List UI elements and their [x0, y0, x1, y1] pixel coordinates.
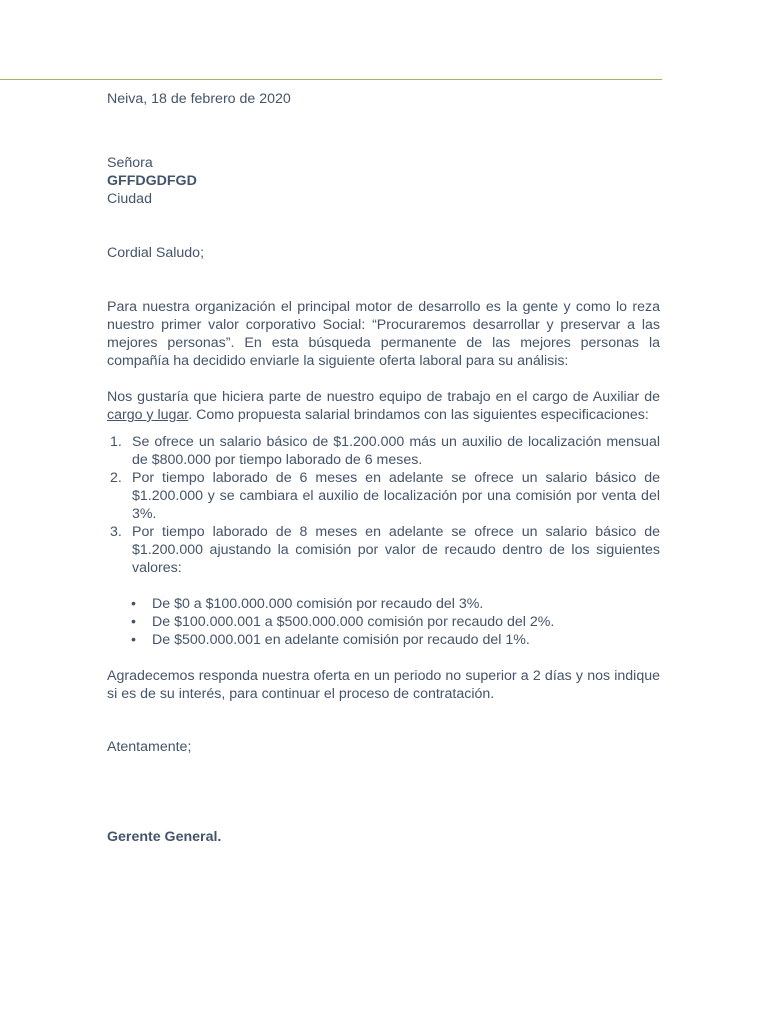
bullet-icon: • — [131, 596, 136, 612]
header-rule — [0, 79, 662, 80]
commission-ranges-list — [107, 595, 660, 649]
position-placeholder: cargo y lugar — [107, 407, 189, 423]
offer-paragraph — [107, 388, 660, 424]
item-text: Por tiempo laborado de 8 meses en adelante se ofrece un salario básico de $1.200.000 ajustando la comisión por valor de recaudo dentro de los siguientes valores: — [132, 524, 660, 576]
intro-paragraph: Para nuestra organización el principal motor de desarrollo es la gente y como lo reza nuestro primer valor corporativo Social: “Procuraremos desarrollar y preservar a las mejores personas”. En esta búsqueda permanente de las mejores personas la compañía ha decidido enviarle la siguiente oferta laboral para su análisis: — [107, 299, 660, 369]
item-number: 2. — [110, 470, 122, 486]
list-item — [107, 631, 660, 649]
date-line: Neiva, 18 de febrero de 2020 — [107, 91, 291, 107]
item-number: 1. — [110, 434, 122, 450]
recipient-block — [107, 154, 660, 208]
list-item — [107, 433, 660, 469]
salary-conditions-list — [107, 433, 660, 577]
list-item — [107, 469, 660, 523]
list-item — [107, 595, 660, 613]
sign-off: Atentamente; — [107, 739, 192, 755]
list-item — [107, 523, 660, 577]
letter-body — [107, 90, 660, 846]
item-text: Se ofrece un salario básico de $1.200.000 más un auxilio de localización mensual de $800.000 por tiempo laborado de 6 meses. — [132, 434, 660, 468]
item-number: 3. — [110, 524, 122, 540]
item-text: De $100.000.001 a $500.000.000 comisión por recaudo del 2%. — [152, 614, 555, 630]
offer-text-start: Nos gustaría que hiciera parte de nuestro equipo de trabajo en el cargo de Auxiliar de — [107, 389, 660, 405]
recipient-city: Ciudad — [107, 191, 152, 207]
offer-text-end: . Como propuesta salarial brindamos con las siguientes especificaciones: — [188, 407, 649, 423]
greeting: Cordial Saludo; — [107, 245, 205, 261]
bullet-icon: • — [131, 632, 136, 648]
bullet-icon: • — [131, 614, 136, 630]
item-text: De $0 a $100.000.000 comisión por recaudo del 3%. — [152, 596, 484, 612]
recipient-salutation: Señora — [107, 155, 153, 171]
recipient-name: GFFDGDFGD — [107, 173, 197, 189]
signature-title: Gerente General. — [107, 829, 222, 845]
list-item — [107, 613, 660, 631]
item-text: Por tiempo laborado de 6 meses en adelante se ofrece un salario básico de $1.200.000 y se cambiara el auxilio de localización por una comisión por venta del 3%. — [132, 470, 660, 522]
item-text: De $500.000.001 en adelante comisión por recaudo del 1%. — [152, 632, 530, 648]
closing-paragraph: Agradecemos responda nuestra oferta en un periodo no superior a 2 días y nos indique si es de su interés, para continuar el proceso de contratación. — [107, 668, 660, 702]
